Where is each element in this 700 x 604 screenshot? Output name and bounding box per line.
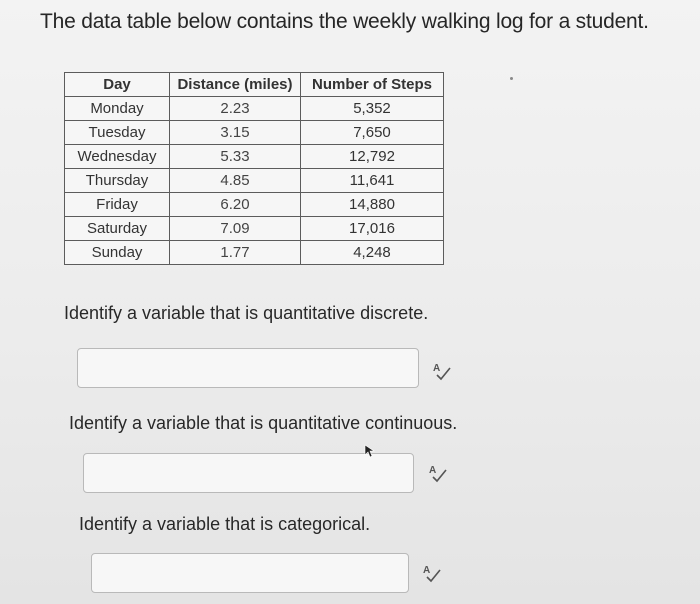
cell-distance: 1.77 <box>170 241 301 265</box>
cell-steps: 11,641 <box>301 169 444 193</box>
question-discrete-prompt: Identify a variable that is quantitative discrete. <box>64 303 429 323</box>
speck <box>510 77 513 80</box>
cell-distance: 3.15 <box>170 121 301 145</box>
table-row <box>65 145 444 169</box>
cell-distance: 4.85 <box>170 169 301 193</box>
cell-day: Friday <box>65 193 170 217</box>
cell-distance: 2.23 <box>170 97 301 121</box>
table-row <box>65 193 444 217</box>
cell-distance: 6.20 <box>170 193 301 217</box>
cell-day: Saturday <box>65 217 170 241</box>
cell-distance: 5.33 <box>170 145 301 169</box>
page-title: The data table below contains the weekly walking log for a student. <box>40 10 649 33</box>
cell-steps: 14,880 <box>301 193 444 217</box>
header-distance: Distance (miles) <box>170 73 301 97</box>
cell-steps: 5,352 <box>301 97 444 121</box>
mouse-cursor-icon <box>363 444 377 458</box>
table-row <box>65 241 444 265</box>
answer-discrete-field[interactable] <box>77 348 419 388</box>
cell-day: Wednesday <box>65 145 170 169</box>
cell-steps: 7,650 <box>301 121 444 145</box>
question-categorical-prompt: Identify a variable that is categorical. <box>79 514 371 534</box>
cell-day: Tuesday <box>65 121 170 145</box>
table-row <box>65 97 444 121</box>
answer-categorical-field[interactable] <box>91 553 409 593</box>
walking-log-table <box>64 72 444 265</box>
svg-text:A: A <box>429 465 437 476</box>
cell-distance: 7.09 <box>170 217 301 241</box>
answer-continuous-field[interactable] <box>83 453 414 493</box>
spell-check-icon[interactable] <box>431 360 453 382</box>
header-day: Day <box>65 73 170 97</box>
question-continuous-prompt: Identify a variable that is quantitative continuous. <box>69 413 458 433</box>
cell-steps: 12,792 <box>301 145 444 169</box>
cell-steps: 17,016 <box>301 217 444 241</box>
header-steps: Number of Steps <box>301 73 444 97</box>
cell-day: Thursday <box>65 169 170 193</box>
cell-day: Monday <box>65 97 170 121</box>
table-header-row <box>65 73 444 97</box>
svg-text:A: A <box>433 363 441 374</box>
spell-check-icon[interactable] <box>421 562 443 584</box>
table-row <box>65 121 444 145</box>
cell-day: Sunday <box>65 241 170 265</box>
svg-text:A: A <box>423 565 431 576</box>
cell-steps: 4,248 <box>301 241 444 265</box>
spell-check-icon[interactable] <box>427 462 449 484</box>
table-row <box>65 169 444 193</box>
table-row <box>65 217 444 241</box>
